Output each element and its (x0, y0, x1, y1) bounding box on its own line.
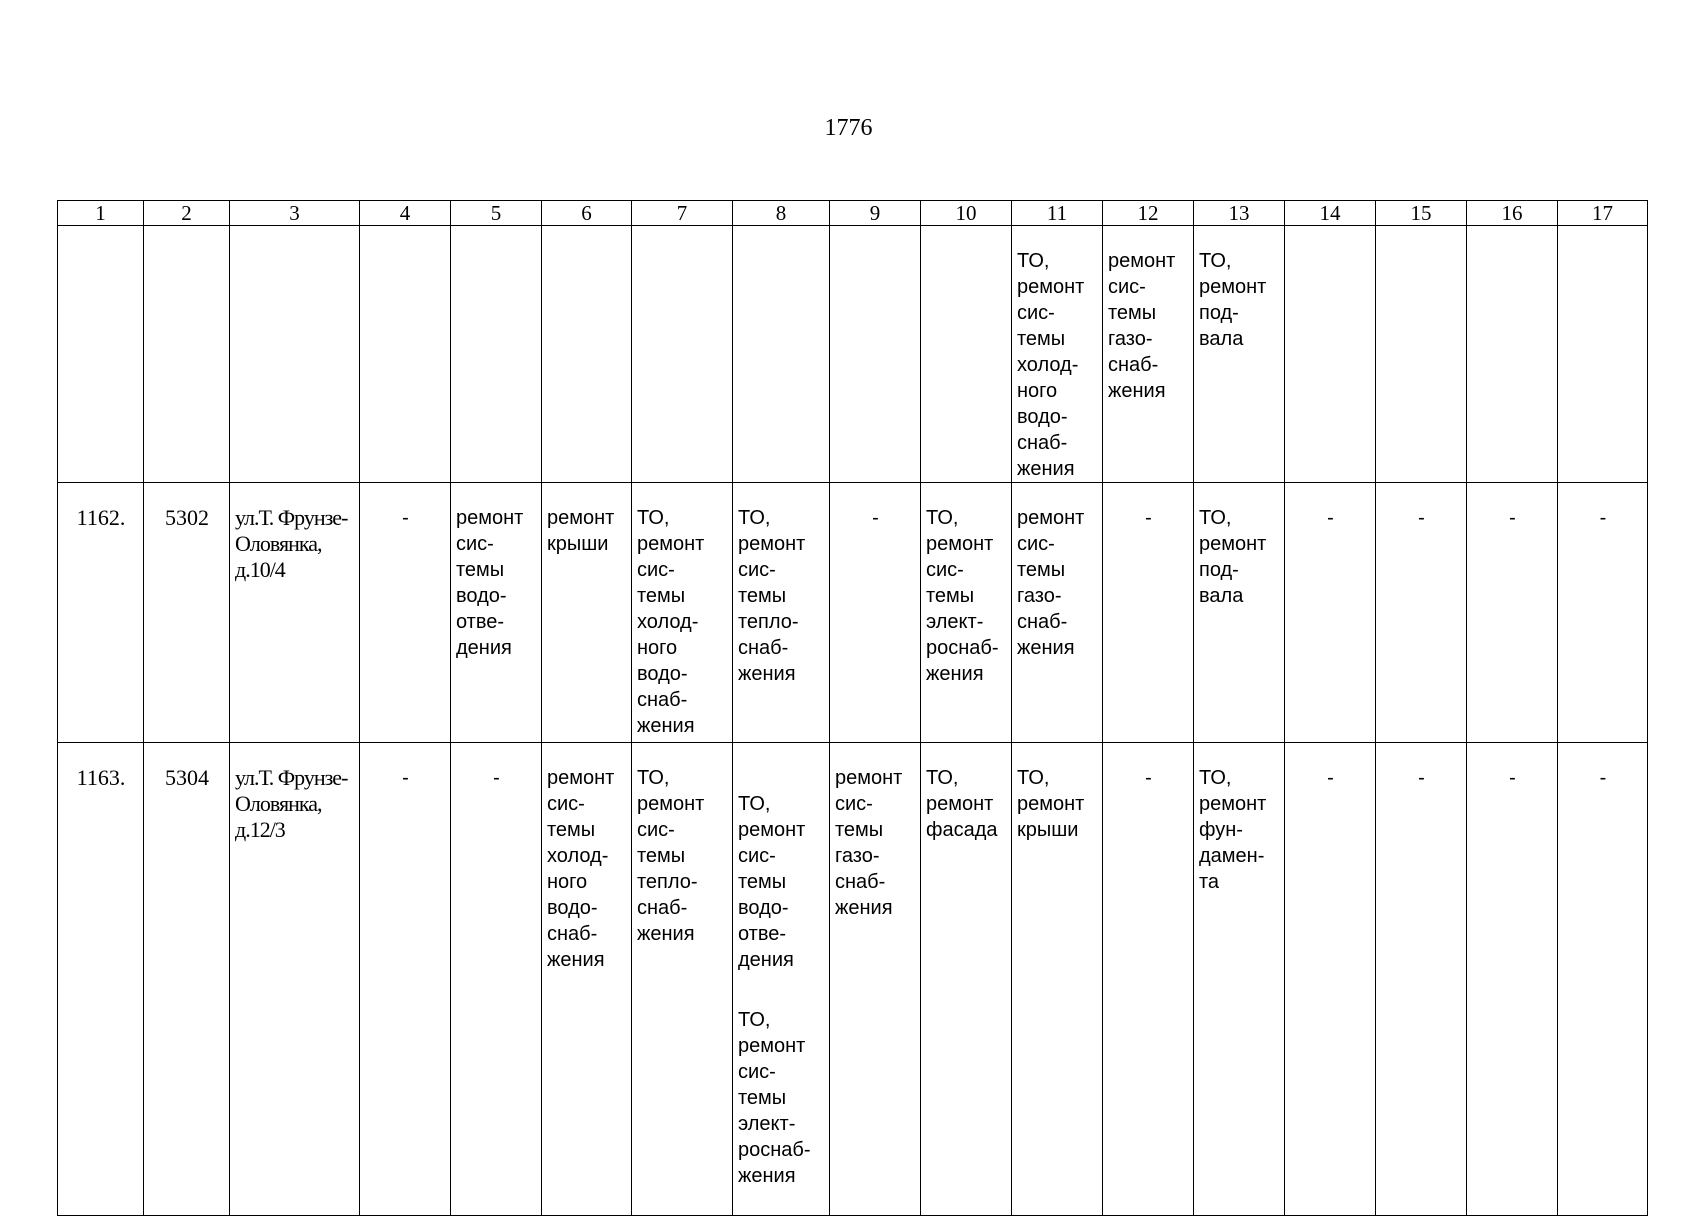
cell-text: ТО, ремонт фун- дамен- та (1199, 767, 1267, 893)
column-number: 17 (1558, 201, 1648, 226)
table-cell (1467, 743, 1558, 1216)
table-cell (542, 226, 632, 483)
cell-text: ТО, ремонт крыши (1017, 767, 1085, 841)
cell-text: - (1599, 507, 1607, 529)
column-number: 3 (230, 201, 360, 226)
column-number: 5 (451, 201, 542, 226)
cell-text: - (1418, 507, 1425, 529)
table-cell (1558, 483, 1648, 743)
table-cell (921, 226, 1012, 483)
table-cell (230, 743, 360, 1216)
cell-text: - (1509, 507, 1516, 529)
cell-text: ремонт сис- темы газо- снаб- жения (835, 767, 903, 919)
table-cell (360, 226, 451, 483)
table-cell (58, 226, 144, 483)
cell-text: ремонт сис- темы газо- снаб- жения (1017, 507, 1085, 659)
row-number: 1163. (76, 765, 126, 790)
object-code: 5304 (165, 765, 209, 790)
cell-text: - (872, 507, 879, 529)
table-cell (230, 226, 360, 483)
works-table (57, 200, 1648, 1216)
cell-text: ТО, ремонт фасада (926, 767, 998, 841)
table-cell (1194, 743, 1285, 1216)
cell-text: ТО, ремонт сис- темы элект- роснаб- жения (926, 507, 999, 685)
table-cell (1103, 483, 1194, 743)
cell-text: - (1145, 507, 1152, 529)
page-number: 1776 (824, 115, 873, 141)
table-cell (921, 743, 1012, 1216)
column-number: 15 (1376, 201, 1467, 226)
object-code: 5302 (165, 505, 209, 530)
table-cell (921, 483, 1012, 743)
table-cell (733, 483, 830, 743)
column-number: 2 (144, 201, 230, 226)
table-cell (360, 483, 451, 743)
cell-text: ТО, ремонт сис- темы тепло- снаб- жения (637, 767, 705, 945)
cell-text: ТО, ремонт под- вала (1199, 507, 1267, 607)
address: ул.Т. Фрунзе- Оловянка, д.12/3 (235, 765, 348, 842)
column-number: 6 (542, 201, 632, 226)
table-cell (230, 483, 360, 743)
cell-text: ремонт крыши (547, 507, 615, 555)
column-number: 9 (830, 201, 921, 226)
table-cell (1103, 226, 1194, 483)
table-cell (733, 226, 830, 483)
cell-text: - (402, 507, 409, 529)
continuation-row (58, 226, 1648, 483)
column-number: 1 (58, 201, 144, 226)
column-number: 16 (1467, 201, 1558, 226)
cell-text-group (733, 743, 829, 1215)
column-number: 12 (1103, 201, 1194, 226)
table-cell (1558, 226, 1648, 483)
table-cell (830, 226, 921, 483)
table-cell (1376, 226, 1467, 483)
table-cell (360, 743, 451, 1216)
table-cell (1467, 226, 1558, 483)
cell-text: ремонт сис- темы газо- снаб- жения (1108, 250, 1176, 402)
table-cell (1285, 226, 1376, 483)
column-number: 4 (360, 201, 451, 226)
cell-text: ТО, ремонт сис- темы тепло- снаб- жения (738, 507, 806, 685)
table-cell (451, 483, 542, 743)
table-cell (1012, 743, 1103, 1216)
column-number: 7 (632, 201, 733, 226)
cell-text: ТО, ремонт сис- темы холод- ного водо- снаб- жения (637, 507, 705, 737)
cell-text: - (1145, 767, 1152, 789)
cell-text: ТО, ремонт под- вала (1199, 250, 1267, 350)
column-number: 13 (1194, 201, 1285, 226)
table-cell (1285, 743, 1376, 1216)
cell-text: ремонт сис- темы холод- ного водо- снаб- жения (547, 767, 615, 971)
cell-text: - (1418, 767, 1425, 789)
table-cell (830, 483, 921, 743)
row-number: 1162. (76, 505, 126, 530)
cell-text: - (1599, 767, 1607, 789)
column-number: 14 (1285, 201, 1376, 226)
cell-text: ТО, ремонт сис- темы холод- ного водо- снаб- жения (1017, 250, 1085, 480)
table-row (58, 483, 1648, 743)
table-cell (733, 743, 830, 1216)
table-cell (542, 743, 632, 1216)
table-cell (1012, 226, 1103, 483)
table-cell (1194, 483, 1285, 743)
table-cell (632, 743, 733, 1216)
table-cell (1285, 483, 1376, 743)
cell-text: ТО, ремонт сис- темы водо- отве- дения (738, 793, 806, 971)
column-numbers-row (58, 201, 1648, 226)
table-cell (144, 226, 230, 483)
cell-text: - (493, 767, 500, 789)
table-row (58, 743, 1648, 1216)
cell-text: - (1327, 507, 1334, 529)
table-cell (1376, 743, 1467, 1216)
column-number: 11 (1012, 201, 1103, 226)
cell-text: ремонт сис- темы водо- отве- дения (456, 507, 524, 659)
table-cell (830, 743, 921, 1216)
cell-text: - (1509, 767, 1516, 789)
table-cell (1194, 226, 1285, 483)
table-cell (1467, 483, 1558, 743)
table-cell (542, 483, 632, 743)
column-number: 8 (733, 201, 830, 226)
table-cell (1558, 743, 1648, 1216)
table-cell (1103, 743, 1194, 1216)
table-cell (451, 743, 542, 1216)
table-cell (632, 226, 733, 483)
cell-text: ТО, ремонт сис- темы элект- роснаб- жения (738, 1009, 811, 1187)
table-cell (1012, 483, 1103, 743)
table-cell (1376, 483, 1467, 743)
table-cell (58, 483, 144, 743)
table-cell (451, 226, 542, 483)
cell-text: - (1327, 767, 1334, 789)
table-cell (58, 743, 144, 1216)
table-cell (144, 483, 230, 743)
column-number: 10 (921, 201, 1012, 226)
table-cell (632, 483, 733, 743)
cell-text: - (402, 767, 409, 789)
address: ул.Т. Фрунзе- Оловянка, д.10/4 (235, 505, 348, 582)
table-cell (144, 743, 230, 1216)
